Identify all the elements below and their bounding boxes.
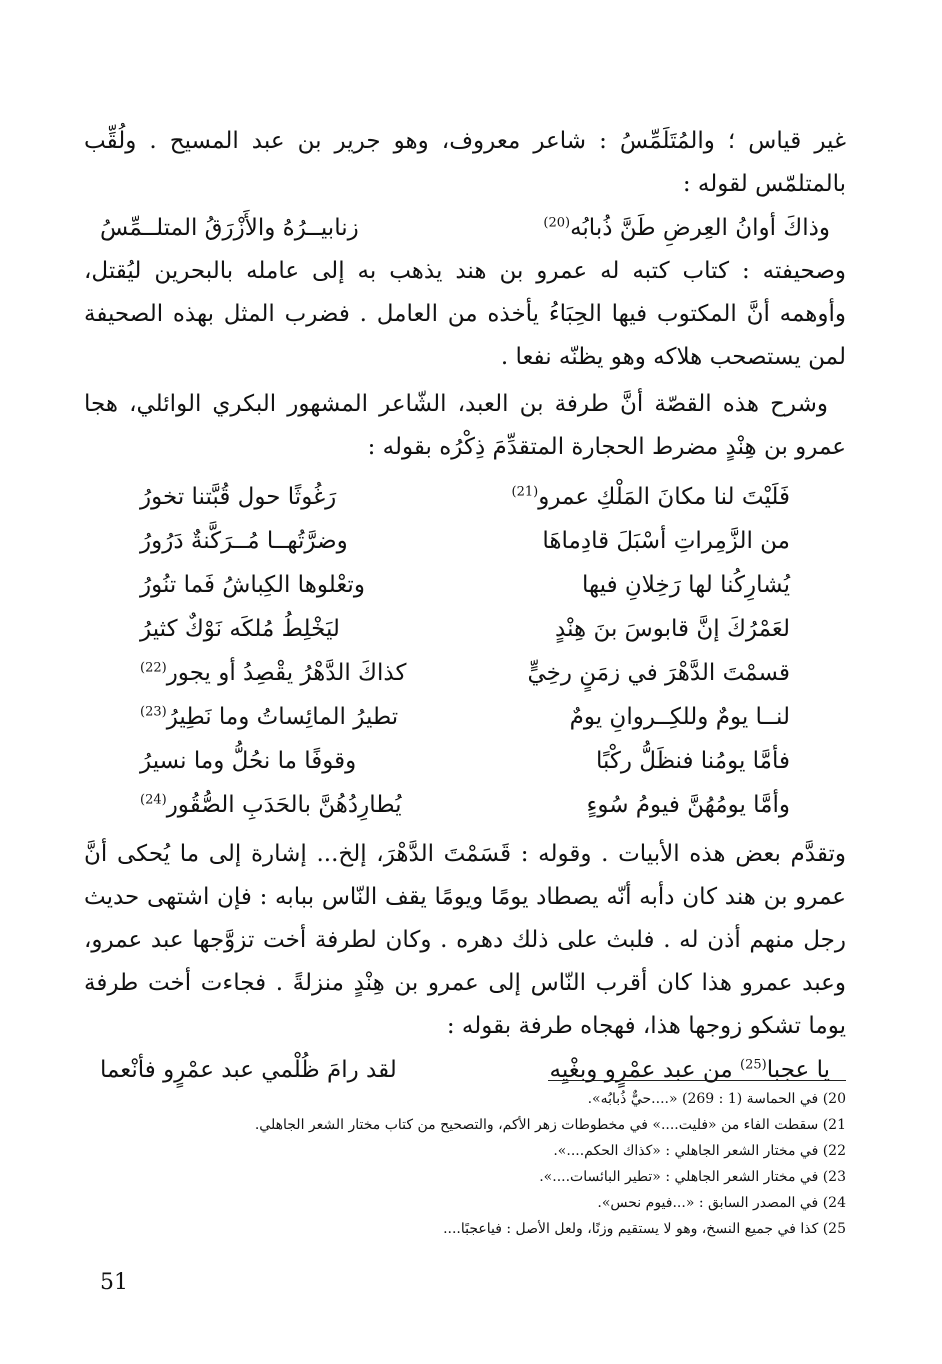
footnotes: [160, 1086, 846, 1242]
verse-line: [140, 519, 790, 563]
verse-line: [140, 739, 790, 783]
footnote-21: 21) سقطت الفاء من «فليت....» في مخطوطات زهر الأكم، والتصحيح من كتاب مختار الشعر الجاهلي.: [254, 1117, 846, 1133]
verse-line: [140, 607, 790, 651]
verse-hemistich-first: فأمَّا يومُنا فنظَلُّ ركْبًا: [595, 748, 790, 774]
footnote-24: 24) في المصدر السابق : «...فيوم نحس».: [597, 1195, 846, 1211]
verse-hemistich-second: وقوفًا ما نحُلُّ وما نسيرُ: [140, 748, 357, 774]
verse-hemistich-second: زنابيــرُهُ والأَزْرَقُ المتلــمِّسُ: [100, 215, 359, 241]
verse-hemistich-second: وضرَّتُهــا مُــرَكَّنةٌ دَرُورُ: [140, 528, 348, 554]
verse-hemistich-second: يُطارِدُهُنَّ بالحَدَبِ الصُّقُور$^{(24)}$: [140, 792, 402, 818]
footnote-ref-25[interactable]: (25): [740, 1057, 767, 1073]
verse-line-0: [100, 206, 830, 250]
verse-hemistich-first: وذاكَ أوانُ العِرضِ طَنَّ ذُبابُه$^{(20)}$: [543, 215, 830, 241]
verse-hemistich-second: كذاكَ الدَّهْرُ يقْصِدُ أو يجور$^{(22)}$: [140, 660, 407, 686]
footnote-ref-23[interactable]: (23): [140, 704, 167, 720]
verse-hemistich-first: وأمَّا يومُهُنَّ فيومُ سُوءٍ: [586, 792, 790, 818]
footnote-ref-21[interactable]: (21): [511, 484, 539, 500]
page-number: 51: [100, 1270, 128, 1295]
footnote-divider: [548, 1080, 846, 1081]
verse-line: [140, 563, 790, 607]
footnote-20: 20) في الحماسة (1 : 269) «....حيٌّ ذُبابُه».: [587, 1091, 846, 1107]
footnote-ref-20[interactable]: (20): [543, 215, 571, 231]
verse-hemistich-second: لقد رامَ ظُلْمي عبد عمْرٍو فأنْعما: [100, 1057, 397, 1083]
paragraph-1: غير قياس ؛ والمُتَلَمِّسُ : شاعر معروف، وهو جرير بن عبد المسيح . ولُقِّب بالمتلمّس لقوله :: [84, 128, 846, 197]
footnote-ref-22[interactable]: (22): [140, 660, 167, 676]
verse-hemistich-second: وتعْلوها الكِباشُ فَما تنُورُ: [140, 572, 365, 598]
footnote-23: 23) في مختار الشعر الجاهلي : «تطير البائسات....».: [539, 1169, 846, 1185]
verse-hemistich-first: قسمْتَ الدَّهْرَ في زمَنٍ رخِيٍّ: [527, 660, 790, 686]
verse-hemistich-second: ليَخْلِطُ مُلكَه نَوْكٌ كثيرُ: [140, 616, 340, 642]
footnote-ref-24[interactable]: (24): [140, 792, 167, 808]
main-text: [84, 120, 846, 1092]
verse-hemistich-first: فَلَيْتَ لنا مكانَ المَلْكِ عمرو$^{(21)}$: [511, 484, 790, 510]
footnote-25: 25) كذا في جميع النسخ، وهو لا يستقيم وزنًا، ولعل الأصل : فياعجبًا....: [443, 1221, 846, 1237]
poem-block: [140, 475, 790, 827]
paragraph-4: وتقدَّم بعض هذه الأبيات . وقوله : قَسَمْتَ الدَّهْرَ، إلخ... إشارة إلى ما يُحكى أنَّ عمرو بن هند كان دأبه أنّه يصطاد يومًا ويومًا يقف النّاس ببابه : فإن اشتهى حديث رجل منهم أذن له . فلبث على ذلك دهره . وكان لطرفة أخت تزوَّجها عبد عمرو، وعبد عمرو هذا كان أقرب النّاس إلى عمرو بن هِنْدٍ منزلةً . فجاءت أخت طرفة يوما تشكو زوجها هذا، فهجاه طرفة بقوله :: [84, 841, 846, 1039]
verse-line: [140, 783, 790, 827]
verse-line: [140, 651, 790, 695]
verse-hemistich-first: من الزَّمِراتِ أسْبَلَ قادِماهَا: [542, 528, 790, 554]
verse-hemistich-first: لعَمْرُكَ إنَّ قابوسَ بنَ هِنْدٍ: [555, 616, 790, 642]
verse-hemistich-first: يا عجبا$^{(25)}$ من عبد عمْرٍو وبغْيِه: [549, 1057, 830, 1083]
verse-hemistich-second: تطيرُ المائِساتُ وما نَطِيرُ$^{(23)}$: [140, 704, 399, 730]
paragraph-3: وشرح هذه القصّة أنَّ طرفة بن العبد، الشّاعر المشهور البكري الوائلي، هجا عمرو بن هِنْدٍ مضرط الحجارة المتقدِّمَ ذِكْرُه بقوله :: [84, 391, 846, 460]
verse-line: [140, 475, 790, 519]
footnote-22: 22) في مختار الشعر الجاهلي : «كذاك الحكم....».: [553, 1143, 846, 1159]
verse-hemistich-second: رَغُوثًا حول قُبَّتنا تخورُ: [140, 484, 337, 510]
verse-hemistich-first: يُشارِكُنا لها رَخِلانِ فيها: [582, 572, 790, 598]
verse-line: [140, 695, 790, 739]
paragraph-2: وصحيفته : كتاب كتبه له عمرو بن هند يذهب به إلى عامله بالبحرين ليُقتل، وأوهمه أنَّ المكتوب فيها الحِبَاءُ يأخذه من العامل . فضرب المثل بهذه الصحيفة لمن يستصحب هلاكه وهو يظنّه نفعا .: [84, 258, 846, 370]
verse-hemistich-first: لنــا يومٌ وللكِــروانِ يومٌ: [569, 704, 790, 730]
